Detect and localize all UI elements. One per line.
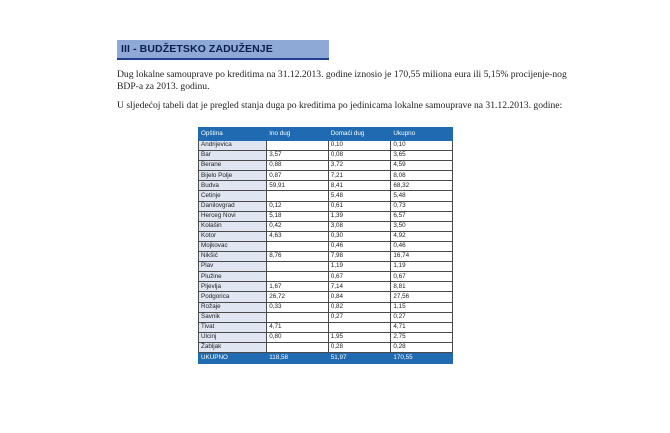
total-cell: 4,71 — [391, 322, 453, 332]
domestic-debt-cell: 8,41 — [328, 181, 391, 191]
municipality-cell: Herceg Novi — [199, 211, 267, 221]
table-row — [199, 282, 453, 292]
total-cell: 4,92 — [391, 231, 453, 241]
municipality-cell: Ulcinj — [199, 332, 267, 342]
municipality-cell: Podgorica — [199, 292, 267, 302]
foreign-debt-cell: 4,71 — [267, 322, 329, 332]
total-cell: 8,81 — [391, 282, 453, 292]
paragraph-debt-summary: Dug lokalne samouprave po kreditima na 31.12.2013. godine iznosio je 170,55 miliona eura ili 5,15% procijenje-nog BDP-a za 2013. godinu. — [117, 69, 567, 92]
table-header-row — [199, 128, 453, 141]
foreign-debt-cell: 4,63 — [267, 231, 329, 241]
foreign-debt-cell: 0,12 — [267, 201, 329, 211]
table-row — [199, 191, 453, 201]
table-row — [199, 312, 453, 322]
table-row — [199, 201, 453, 211]
column-header-total: Ukupno — [391, 128, 453, 141]
total-sum: 170,55 — [391, 352, 453, 363]
municipality-cell: Kotor — [199, 231, 267, 241]
table-row — [199, 302, 453, 312]
domestic-debt-cell: 1,19 — [328, 262, 391, 272]
municipality-cell: Nikšić — [199, 252, 267, 262]
foreign-debt-cell: 8,76 — [267, 252, 329, 262]
paragraph-table-intro: U sljedećoj tabeli dat je pregled stanja duga po kreditima po jedinicama lokalne samouprave na 31.12.2013. godine: — [117, 100, 563, 111]
foreign-debt-cell — [267, 141, 329, 151]
municipality-cell: Šavnik — [199, 312, 267, 322]
table-row — [199, 221, 453, 231]
domestic-debt-cell: 0,28 — [328, 342, 391, 352]
total-cell: 0,73 — [391, 201, 453, 211]
domestic-debt-cell: 0,30 — [328, 231, 391, 241]
foreign-debt-cell — [267, 191, 329, 201]
total-cell: 3,50 — [391, 221, 453, 231]
total-cell: 16,74 — [391, 252, 453, 262]
foreign-debt-cell — [267, 272, 329, 282]
foreign-debt-cell — [267, 241, 329, 251]
municipality-cell: Cetinje — [199, 191, 267, 201]
municipality-cell: Andrijevica — [199, 141, 267, 151]
domestic-debt-cell: 0,46 — [328, 241, 391, 251]
municipality-cell: Bar — [199, 151, 267, 161]
table-row — [199, 262, 453, 272]
foreign-debt-cell: 3,57 — [267, 151, 329, 161]
table-row — [199, 211, 453, 221]
table-row — [199, 332, 453, 342]
domestic-debt-cell: 5,48 — [328, 191, 391, 201]
foreign-debt-cell — [267, 262, 329, 272]
column-header-municipality: Opština — [199, 128, 267, 141]
foreign-debt-cell: 0,87 — [267, 171, 329, 181]
column-header-domestic-debt: Domaći dug — [328, 128, 391, 141]
table-row — [199, 231, 453, 241]
municipality-cell: Rožaje — [199, 302, 267, 312]
municipality-cell: Plužine — [199, 272, 267, 282]
total-cell: 0,10 — [391, 141, 453, 151]
domestic-debt-cell: 7,98 — [328, 252, 391, 262]
table-row — [199, 322, 453, 332]
municipality-cell: Kolašin — [199, 221, 267, 231]
total-cell: 1,19 — [391, 262, 453, 272]
total-cell: 0,27 — [391, 312, 453, 322]
section-heading — [117, 40, 329, 60]
total-cell: 6,57 — [391, 211, 453, 221]
domestic-debt-cell: 1,39 — [328, 211, 391, 221]
debt-table — [198, 127, 453, 364]
domestic-debt-cell: 0,10 — [328, 141, 391, 151]
table-row — [199, 342, 453, 352]
total-cell: 27,56 — [391, 292, 453, 302]
total-domestic-debt: 51,97 — [328, 352, 391, 363]
foreign-debt-cell — [267, 342, 329, 352]
table-row — [199, 161, 453, 171]
table-row — [199, 292, 453, 302]
foreign-debt-cell: 0,80 — [267, 332, 329, 342]
domestic-debt-cell: 3,08 — [328, 221, 391, 231]
column-header-foreign-debt: Ino dug — [267, 128, 329, 141]
domestic-debt-cell: 0,61 — [328, 201, 391, 211]
foreign-debt-cell: 0,88 — [267, 161, 329, 171]
table-row — [199, 272, 453, 282]
table-row — [199, 151, 453, 161]
domestic-debt-cell: 0,08 — [328, 151, 391, 161]
domestic-debt-cell: 0,82 — [328, 302, 391, 312]
total-cell: 1,15 — [391, 302, 453, 312]
total-cell: 4,59 — [391, 161, 453, 171]
table-total-row — [199, 352, 453, 363]
municipality-cell: Budva — [199, 181, 267, 191]
foreign-debt-cell: 59,91 — [267, 181, 329, 191]
total-cell: 0,28 — [391, 342, 453, 352]
total-cell: 3,65 — [391, 151, 453, 161]
domestic-debt-cell: 0,84 — [328, 292, 391, 302]
table-row — [199, 252, 453, 262]
foreign-debt-cell: 26,72 — [267, 292, 329, 302]
foreign-debt-cell: 0,42 — [267, 221, 329, 231]
total-cell: 2,75 — [391, 332, 453, 342]
municipality-cell: Mojkovac — [199, 241, 267, 251]
foreign-debt-cell: 0,33 — [267, 302, 329, 312]
domestic-debt-cell: 3,72 — [328, 161, 391, 171]
municipality-cell: Bijelo Polje — [199, 171, 267, 181]
table-row — [199, 181, 453, 191]
table-row — [199, 241, 453, 251]
foreign-debt-cell — [267, 312, 329, 322]
total-cell: 68,32 — [391, 181, 453, 191]
foreign-debt-cell: 1,67 — [267, 282, 329, 292]
domestic-debt-cell: 7,14 — [328, 282, 391, 292]
domestic-debt-cell: 0,27 — [328, 312, 391, 322]
domestic-debt-cell: 0,67 — [328, 272, 391, 282]
table-row — [199, 171, 453, 181]
municipality-cell: Berane — [199, 161, 267, 171]
municipality-cell: Žabljak — [199, 342, 267, 352]
section-title: III - BUDŽETSKO ZADUŽENJE — [121, 43, 273, 55]
municipality-cell: Plav — [199, 262, 267, 272]
total-foreign-debt: 118,58 — [267, 352, 329, 363]
municipality-cell: Tivat — [199, 322, 267, 332]
municipality-cell: Danilovgrad — [199, 201, 267, 211]
total-cell: 8,08 — [391, 171, 453, 181]
total-cell: 5,48 — [391, 191, 453, 201]
total-cell: 0,46 — [391, 241, 453, 251]
domestic-debt-cell — [328, 322, 391, 332]
domestic-debt-cell: 1,95 — [328, 332, 391, 342]
table-row — [199, 141, 453, 151]
total-cell: 0,67 — [391, 272, 453, 282]
domestic-debt-cell: 7,21 — [328, 171, 391, 181]
total-label: UKUPNO — [199, 352, 267, 363]
municipality-cell: Pljevlja — [199, 282, 267, 292]
foreign-debt-cell: 5,18 — [267, 211, 329, 221]
